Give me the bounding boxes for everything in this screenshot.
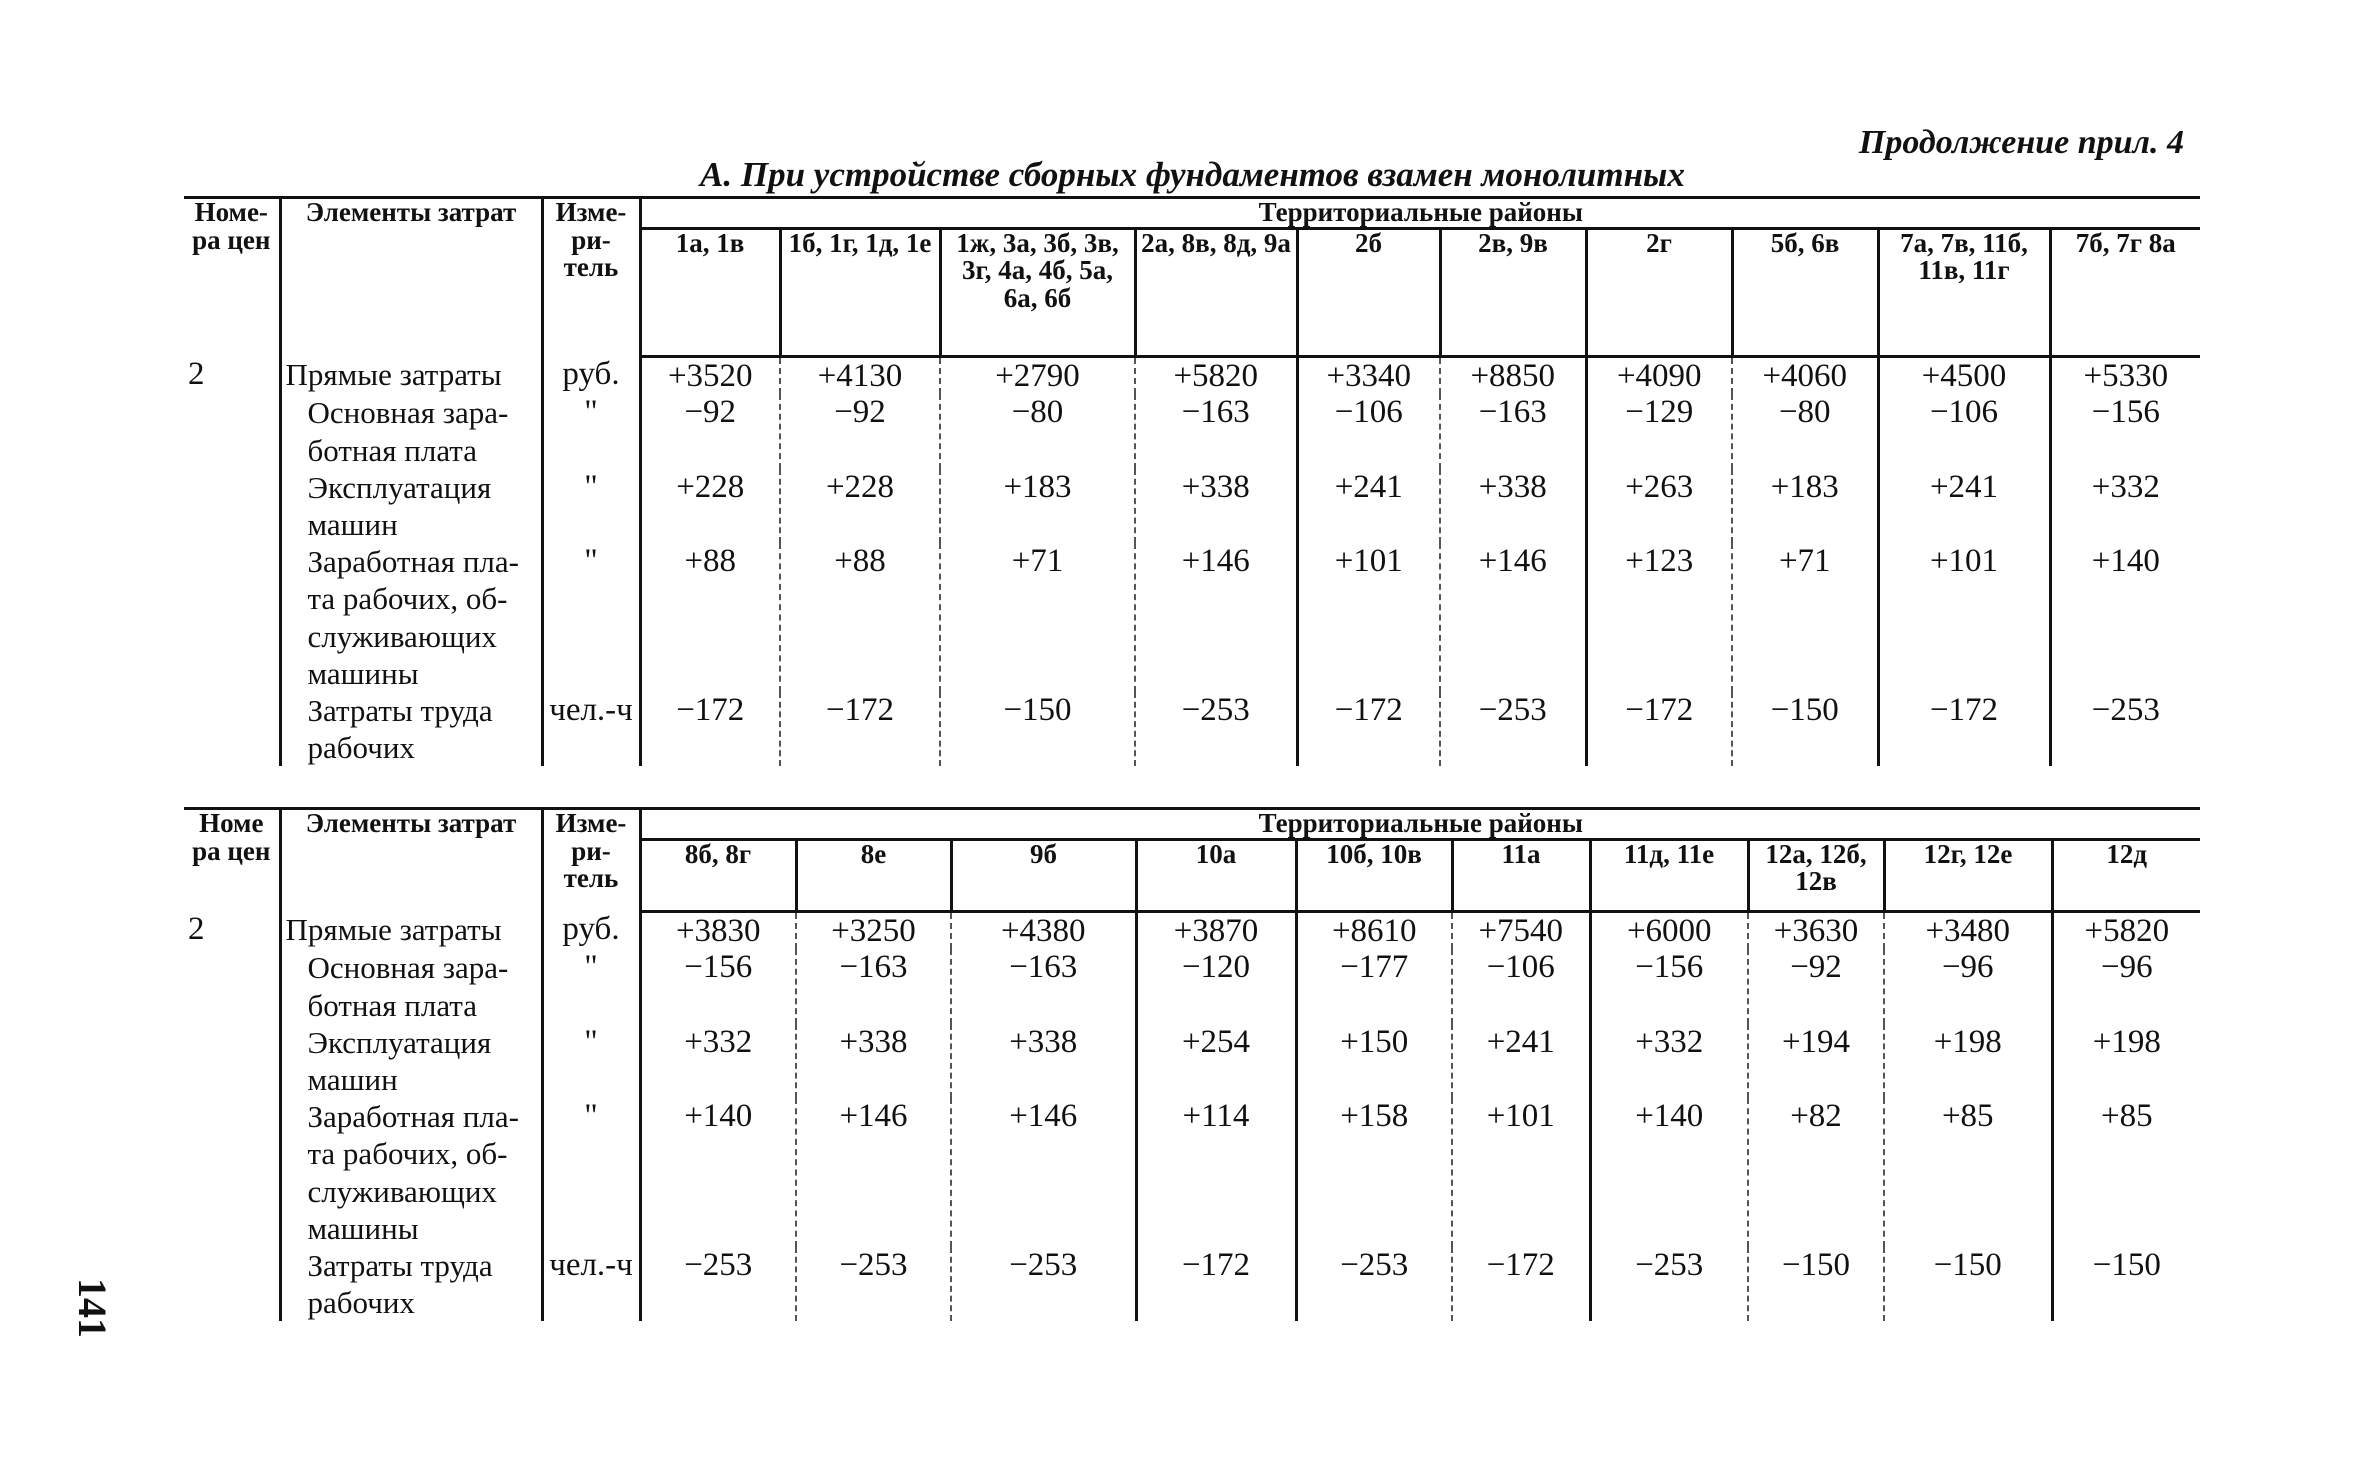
table-row [184, 1098, 2200, 1247]
unit-cell: " [542, 949, 640, 1023]
page-number: 141 [70, 1278, 115, 1338]
column-header: 8б, 8г [640, 839, 796, 911]
cost-table-a [184, 196, 2200, 766]
value-cell: −163 [796, 949, 951, 1023]
value-cell: −92 [1748, 949, 1884, 1023]
value-cell: −172 [1878, 692, 2050, 766]
value-cell: +4500 [1878, 356, 2050, 394]
value-cell: +8610 [1296, 911, 1452, 949]
value-cell: +88 [640, 543, 780, 692]
value-cell: −96 [2052, 949, 2200, 1023]
value-cell: +3520 [640, 356, 780, 394]
value-cell: −156 [2050, 394, 2200, 468]
value-cell: +5820 [2052, 911, 2200, 949]
value-cell: +228 [640, 469, 780, 543]
row-label: Заработная пла-та рабочих, об-служивающих машины [280, 543, 542, 692]
value-cell: −156 [640, 949, 796, 1023]
value-cell: −92 [780, 394, 940, 468]
value-cell: +241 [1452, 1024, 1590, 1098]
value-cell: +194 [1748, 1024, 1884, 1098]
row-label: Основная зара-ботная плата [280, 394, 542, 468]
value-cell: +88 [780, 543, 940, 692]
value-cell: −253 [1440, 692, 1586, 766]
header-regions: Территориальные районы [640, 198, 2200, 229]
value-cell: +71 [1732, 543, 1878, 692]
row-label: Эксплуатация машин [280, 469, 542, 543]
value-cell: +85 [1884, 1098, 2052, 1247]
column-header: 10а [1136, 839, 1296, 911]
value-cell: +332 [1590, 1024, 1748, 1098]
column-header: 2б [1297, 228, 1440, 356]
value-cell: +140 [1590, 1098, 1748, 1247]
value-cell: +146 [796, 1098, 951, 1247]
value-cell: −172 [1136, 1247, 1296, 1321]
column-header: 7б, 7г 8а [2050, 228, 2200, 356]
value-cell: +2790 [940, 356, 1135, 394]
header-elements: Элементы затрат [280, 809, 542, 912]
column-header: 11д, 11е [1590, 839, 1748, 911]
unit-cell: " [542, 469, 640, 543]
value-cell: +85 [2052, 1098, 2200, 1247]
value-cell: +254 [1136, 1024, 1296, 1098]
unit-cell: руб. [542, 911, 640, 949]
value-cell: +150 [1296, 1024, 1452, 1098]
row-label: Основная зара-ботная плата [280, 949, 542, 1023]
column-header: 12а, 12б, 12в [1748, 839, 1884, 911]
column-header: 12г, 12е [1884, 839, 2052, 911]
value-cell: +82 [1748, 1098, 1884, 1247]
unit-cell: руб. [542, 356, 640, 394]
value-cell: +101 [1297, 543, 1440, 692]
value-cell: −172 [780, 692, 940, 766]
value-cell: +101 [1452, 1098, 1590, 1247]
value-cell: −163 [951, 949, 1136, 1023]
column-header: 5б, 6в [1732, 228, 1878, 356]
value-cell: −80 [1732, 394, 1878, 468]
unit-cell: чел.-ч [542, 1247, 640, 1321]
value-cell: +3830 [640, 911, 796, 949]
value-cell: −253 [1296, 1247, 1452, 1321]
value-cell: −150 [1884, 1247, 2052, 1321]
value-cell: +114 [1136, 1098, 1296, 1247]
value-cell: +338 [951, 1024, 1136, 1098]
row-label: Затраты труда рабочих [280, 692, 542, 766]
table-row [184, 692, 2200, 766]
value-cell: +4060 [1732, 356, 1878, 394]
value-cell: +198 [1884, 1024, 2052, 1098]
value-cell: −150 [940, 692, 1135, 766]
row-label: Эксплуатация машин [280, 1024, 542, 1098]
row-label: Прямые затраты [280, 911, 542, 949]
unit-cell: " [542, 1098, 640, 1247]
header-price-number: Номе-ра цен [184, 198, 280, 357]
value-cell: +146 [1440, 543, 1586, 692]
cost-table-b [184, 807, 2200, 1321]
value-cell: +3340 [1297, 356, 1440, 394]
value-cell: +4380 [951, 911, 1136, 949]
unit-cell: " [542, 543, 640, 692]
column-header: 10б, 10в [1296, 839, 1452, 911]
value-cell: −80 [940, 394, 1135, 468]
header-elements: Элементы затрат [280, 198, 542, 357]
value-cell: +183 [940, 469, 1135, 543]
value-cell: +123 [1586, 543, 1732, 692]
value-cell: +263 [1586, 469, 1732, 543]
unit-cell: " [542, 1024, 640, 1098]
value-cell: +5820 [1135, 356, 1297, 394]
value-cell: +140 [640, 1098, 796, 1247]
value-cell: −120 [1136, 949, 1296, 1023]
price-number: 2 [188, 356, 205, 393]
row-label: Прямые затраты [280, 356, 542, 394]
value-cell: +332 [640, 1024, 796, 1098]
value-cell: +338 [1440, 469, 1586, 543]
table-row [184, 394, 2200, 468]
value-cell: −253 [2050, 692, 2200, 766]
value-cell: +71 [940, 543, 1135, 692]
column-header: 11а [1452, 839, 1590, 911]
value-cell: −150 [1748, 1247, 1884, 1321]
value-cell: −253 [796, 1247, 951, 1321]
column-header: 2в, 9в [1440, 228, 1586, 356]
table-row [184, 543, 2200, 692]
value-cell: −253 [951, 1247, 1136, 1321]
value-cell: +6000 [1590, 911, 1748, 949]
value-cell: +338 [1135, 469, 1297, 543]
header-price-number: Номе ра цен [184, 809, 280, 912]
header-unit: Изме-ри-тель [542, 198, 640, 357]
table-row [184, 949, 2200, 1023]
value-cell: −150 [1732, 692, 1878, 766]
column-header: 1ж, 3а, 3б, 3в, 3г, 4а, 4б, 5а, 6а, 6б [940, 228, 1135, 356]
value-cell: +3630 [1748, 911, 1884, 949]
value-cell: −253 [640, 1247, 796, 1321]
value-cell: +228 [780, 469, 940, 543]
continuation-note: Продолжение прил. 4 [1858, 124, 2184, 161]
column-header: 1а, 1в [640, 228, 780, 356]
value-cell: +3480 [1884, 911, 2052, 949]
value-cell: +146 [1135, 543, 1297, 692]
value-cell: +146 [951, 1098, 1136, 1247]
column-header: 1б, 1г, 1д, 1е [780, 228, 940, 356]
table-caption: А. При устройстве сборных фундаментов взамен монолитных [700, 155, 1685, 194]
value-cell: −172 [1297, 692, 1440, 766]
value-cell: +241 [1878, 469, 2050, 543]
value-cell: +3250 [796, 911, 951, 949]
value-cell: +241 [1297, 469, 1440, 543]
value-cell: +3870 [1136, 911, 1296, 949]
value-cell: −253 [1135, 692, 1297, 766]
value-cell: +5330 [2050, 356, 2200, 394]
value-cell: +101 [1878, 543, 2050, 692]
column-header: 2г [1586, 228, 1732, 356]
value-cell: +4090 [1586, 356, 1732, 394]
value-cell: +8850 [1440, 356, 1586, 394]
value-cell: +4130 [780, 356, 940, 394]
value-cell: −106 [1452, 949, 1590, 1023]
column-header: 9б [951, 839, 1136, 911]
value-cell: +198 [2052, 1024, 2200, 1098]
value-cell: +7540 [1452, 911, 1590, 949]
value-cell: −172 [640, 692, 780, 766]
header-regions: Территориальные районы [640, 809, 2200, 840]
table-row [184, 469, 2200, 543]
value-cell: +140 [2050, 543, 2200, 692]
column-header: 7а, 7в, 11б, 11в, 11г [1878, 228, 2050, 356]
price-number: 2 [188, 911, 205, 948]
value-cell: −172 [1452, 1247, 1590, 1321]
value-cell: −156 [1590, 949, 1748, 1023]
table-row [184, 911, 2200, 949]
row-label: Заработная пла-та рабочих, об-служивающих машины [280, 1098, 542, 1247]
value-cell: −106 [1878, 394, 2050, 468]
header-unit: Изме-ри-тель [542, 809, 640, 912]
value-cell: −163 [1135, 394, 1297, 468]
table-row [184, 1247, 2200, 1321]
value-cell: −150 [2052, 1247, 2200, 1321]
column-header: 12д [2052, 839, 2200, 911]
value-cell: −163 [1440, 394, 1586, 468]
row-label: Затраты труда рабочих [280, 1247, 542, 1321]
value-cell: +183 [1732, 469, 1878, 543]
value-cell: −96 [1884, 949, 2052, 1023]
column-header: 8е [796, 839, 951, 911]
value-cell: −92 [640, 394, 780, 468]
value-cell: −172 [1586, 692, 1732, 766]
unit-cell: чел.-ч [542, 692, 640, 766]
value-cell: −253 [1590, 1247, 1748, 1321]
value-cell: −177 [1296, 949, 1452, 1023]
value-cell: +332 [2050, 469, 2200, 543]
value-cell: +158 [1296, 1098, 1452, 1247]
unit-cell: " [542, 394, 640, 468]
value-cell: −106 [1297, 394, 1440, 468]
table-row [184, 356, 2200, 394]
table-row [184, 1024, 2200, 1098]
value-cell: +338 [796, 1024, 951, 1098]
column-header: 2а, 8в, 8д, 9а [1135, 228, 1297, 356]
value-cell: −129 [1586, 394, 1732, 468]
